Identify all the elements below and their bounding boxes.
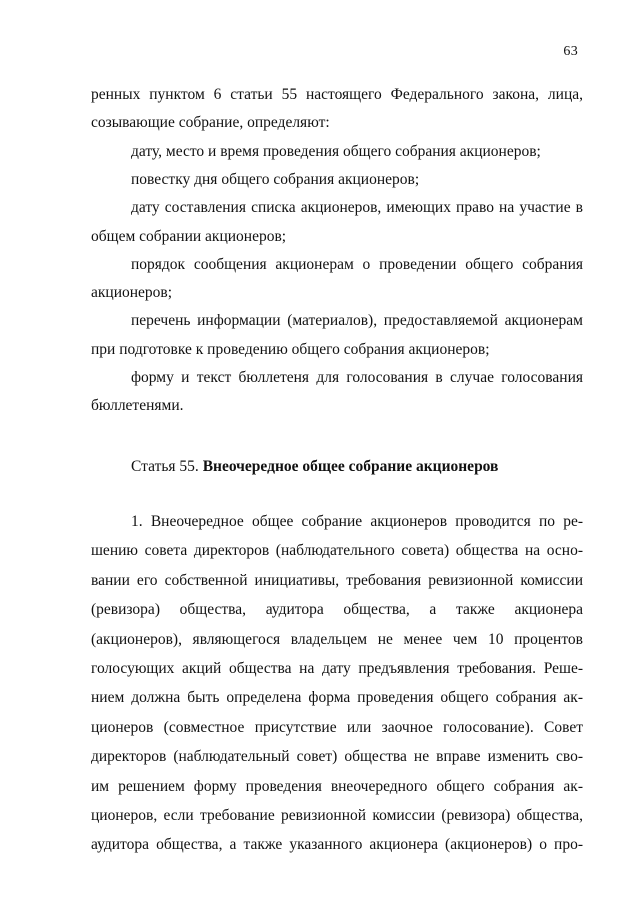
text-line: общем собрании акционеров; bbox=[91, 227, 287, 245]
text-line: дату, место и время проведения общего собрания акционеров; bbox=[131, 142, 541, 160]
text-line: (акционеров), являющегося владельцем не менее чем 10 процентов bbox=[91, 630, 583, 648]
text-line: дату составления списка акционеров, имеющих право на участие в bbox=[131, 199, 583, 217]
article-heading bbox=[131, 458, 498, 476]
text-line: им решением форму проведения внеочередного общего собрания ак- bbox=[91, 777, 583, 795]
article-number: Статья 55. bbox=[131, 458, 199, 475]
text-line: бюллетенями. bbox=[91, 397, 184, 415]
text-line: аудитора общества, а также указанного акционера (акционеров) о про- bbox=[91, 836, 583, 854]
text-line: форму и текст бюллетеня для голосования в случае голосования bbox=[131, 369, 583, 386]
text-line: вании его собственной инициативы, требования ревизионной комиссии bbox=[91, 571, 583, 589]
text-line: директоров (наблюдательный совет) общества не вправе изменить сво- bbox=[91, 748, 583, 766]
text-line: (ревизора) общества, аудитора общества, а также акционера bbox=[91, 601, 583, 619]
text-line: повестку дня общего собрания акционеров; bbox=[131, 170, 420, 188]
text-line: перечень информации (материалов), предоставляемой акционерам bbox=[131, 312, 583, 330]
text-line: 1. Внеочередное общее собрание акционеров проводится по ре- bbox=[131, 513, 583, 530]
text-line: ционеров (совместное присутствие или заочное голосование). Совет bbox=[91, 718, 583, 736]
text-line: ционеров, если требование ревизионной комиссии (ревизора) общества, bbox=[91, 807, 583, 824]
text-line: шению совета директоров (наблюдательного совета) общества на осно- bbox=[91, 542, 583, 560]
text-line: акционеров; bbox=[91, 284, 173, 302]
text-line: созывающие собрание, определяют: bbox=[91, 114, 330, 132]
text-line: при подготовке к проведению общего собрания акционеров; bbox=[91, 340, 490, 358]
text-line: ренных пунктом 6 статьи 55 настоящего Федерального закона, лица, bbox=[91, 86, 583, 103]
text-line: порядок сообщения акционерам о проведении общего собрания bbox=[131, 255, 583, 273]
text-line: нием должна быть определена форма проведения общего собрания ак- bbox=[91, 689, 583, 707]
text-line: голосующих акций общества на дату предъявления требования. Реше- bbox=[91, 660, 583, 677]
page-number: 63 bbox=[563, 44, 578, 59]
article-title: Внеочередное общее собрание акционеров bbox=[202, 458, 499, 475]
